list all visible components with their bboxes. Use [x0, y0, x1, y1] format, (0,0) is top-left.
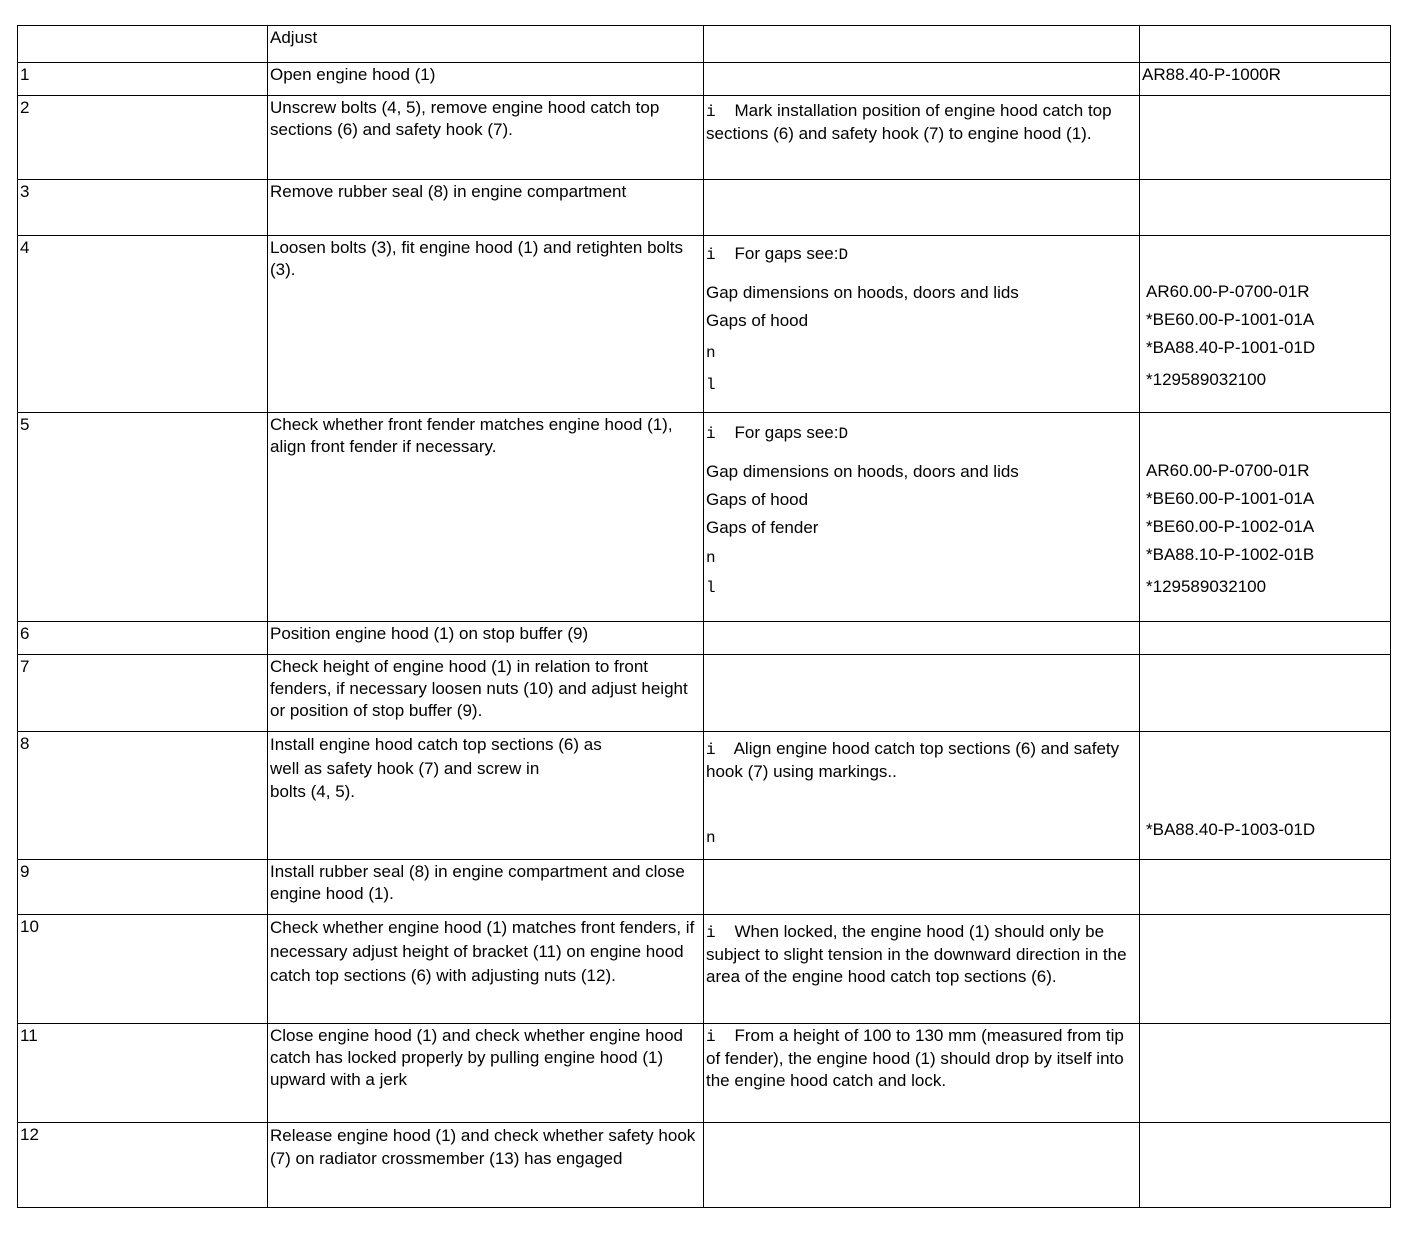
step-note	[704, 180, 1140, 236]
table-row	[18, 622, 1391, 655]
step-note	[704, 655, 1140, 732]
tool-icon: l	[706, 376, 716, 394]
step-note	[704, 622, 1140, 655]
action-line: Install engine hood catch top sections (6) as	[270, 735, 602, 754]
step-note	[704, 1123, 1140, 1208]
step-number: 6	[18, 622, 268, 655]
step-number: 5	[18, 413, 268, 622]
info-icon: i	[706, 741, 716, 759]
info-icon: i	[706, 103, 716, 121]
table-row	[18, 236, 1391, 413]
document-icon: D	[838, 246, 849, 264]
note-text: From a height of 100 to 130 mm (measured from tip of fender), the engine hood (1) should drop by itself into the engine hood catch and lock.	[706, 1026, 1124, 1090]
action-line: bolts (4, 5).	[270, 782, 356, 801]
step-number: 10	[18, 915, 268, 1024]
reference-link[interactable]: *BA88.10-P-1002-01B	[1146, 545, 1315, 564]
step-action: Remove rubber seal (8) in engine compartment	[268, 180, 704, 236]
table-row	[18, 1123, 1391, 1208]
step-number: 3	[18, 180, 268, 236]
step-note	[704, 96, 1140, 180]
reference-link[interactable]: *BE60.00-P-1001-01A	[1146, 489, 1315, 508]
table-row	[18, 96, 1391, 180]
step-action: Check whether front fender matches engine hood (1), align front fender if necessary.	[268, 413, 704, 622]
step-reference	[1140, 413, 1391, 622]
gap-link[interactable]: Gap dimensions on hoods, doors and lids	[706, 462, 1019, 481]
step-action	[268, 732, 704, 860]
step-reference	[1140, 1123, 1391, 1208]
gap-link[interactable]: Gaps of hood	[706, 490, 809, 509]
header-empty-cell	[18, 26, 268, 63]
step-action: Install rubber seal (8) in engine compartment and close engine hood (1).	[268, 860, 704, 915]
document-icon: D	[838, 425, 849, 443]
procedure-table	[17, 25, 1391, 1208]
step-note	[704, 732, 1140, 860]
step-action: Check height of engine hood (1) in relation to front fenders, if necessary loosen nuts (10) and adjust height or position of stop buffer (9).	[268, 655, 704, 732]
step-reference	[1140, 96, 1391, 180]
step-number: 4	[18, 236, 268, 413]
step-note	[704, 63, 1140, 96]
header-empty-cell	[704, 26, 1140, 63]
note-text: When locked, the engine hood (1) should only be subject to slight tension in the downward direction in the area of the engine hood catch top sections (6).	[706, 922, 1127, 986]
torque-icon: n	[706, 829, 716, 847]
reference-link[interactable]: *BA88.40-P-1001-01D	[1146, 338, 1316, 357]
action-line: well as safety hook (7) and screw in	[270, 759, 540, 778]
step-note	[704, 413, 1140, 622]
step-note	[704, 1024, 1140, 1123]
info-icon: i	[706, 246, 716, 264]
info-icon: i	[706, 1028, 716, 1046]
reference-link[interactable]: *129589032100	[1146, 577, 1267, 596]
note-text: For gaps see:	[734, 244, 839, 263]
note-text: For gaps see:	[734, 423, 839, 442]
header-title: Adjust	[268, 26, 704, 63]
step-action: Open engine hood (1)	[268, 63, 704, 96]
reference-link[interactable]: AR60.00-P-0700-01R	[1146, 461, 1310, 480]
step-reference	[1140, 180, 1391, 236]
step-note	[704, 236, 1140, 413]
step-reference	[1140, 732, 1391, 860]
reference-link[interactable]: *BA88.40-P-1003-01D	[1146, 820, 1316, 839]
step-number: 7	[18, 655, 268, 732]
torque-icon: n	[706, 344, 716, 362]
step-reference	[1140, 655, 1391, 732]
header-empty-cell	[1140, 26, 1391, 63]
table-row	[18, 915, 1391, 1024]
step-reference	[1140, 915, 1391, 1024]
info-icon: i	[706, 924, 716, 942]
table-row	[18, 413, 1391, 622]
reference-link[interactable]: *129589032100	[1146, 370, 1267, 389]
gap-link[interactable]: Gaps of hood	[706, 311, 809, 330]
reference-link[interactable]: *BE60.00-P-1002-01A	[1146, 517, 1315, 536]
gap-link[interactable]: Gaps of fender	[706, 518, 819, 537]
table-row	[18, 655, 1391, 732]
step-number: 11	[18, 1024, 268, 1123]
reference-link[interactable]: *BE60.00-P-1001-01A	[1146, 310, 1315, 329]
step-reference	[1140, 236, 1391, 413]
step-number: 2	[18, 96, 268, 180]
step-action: Position engine hood (1) on stop buffer (9)	[268, 622, 704, 655]
step-action: Release engine hood (1) and check whether safety hook (7) on radiator crossmember (13) has engaged	[268, 1123, 704, 1208]
step-number: 12	[18, 1123, 268, 1208]
step-note	[704, 860, 1140, 915]
step-reference	[1140, 860, 1391, 915]
step-action: Unscrew bolts (4, 5), remove engine hood catch top sections (6) and safety hook (7).	[268, 96, 704, 180]
table-row	[18, 732, 1391, 860]
step-action: Loosen bolts (3), fit engine hood (1) and retighten bolts (3).	[268, 236, 704, 413]
reference-link[interactable]: AR60.00-P-0700-01R	[1146, 282, 1310, 301]
step-number: 1	[18, 63, 268, 96]
step-reference[interactable]: AR88.40-P-1000R	[1140, 63, 1391, 96]
step-reference	[1140, 1024, 1391, 1123]
table-row	[18, 860, 1391, 915]
gap-link[interactable]: Gap dimensions on hoods, doors and lids	[706, 283, 1019, 302]
table-row	[18, 1024, 1391, 1123]
tool-icon: l	[706, 579, 716, 597]
note-text: Mark installation position of engine hood catch top sections (6) and safety hook (7) to engine hood (1).	[706, 101, 1112, 143]
info-icon: i	[706, 425, 716, 443]
note-text: Align engine hood catch top sections (6) and safety hook (7) using markings..	[706, 739, 1120, 781]
step-number: 9	[18, 860, 268, 915]
table-row	[18, 63, 1391, 96]
torque-icon: n	[706, 549, 716, 567]
step-reference	[1140, 622, 1391, 655]
table-header-row	[18, 26, 1391, 63]
step-number: 8	[18, 732, 268, 860]
step-action: Close engine hood (1) and check whether engine hood catch has locked properly by pulling engine hood (1) upward with a jerk	[268, 1024, 704, 1123]
step-action: Check whether engine hood (1) matches front fenders, if necessary adjust height of bracket (11) on engine hood catch top sections (6) with adjusting nuts (12).	[268, 915, 704, 1024]
table-row	[18, 180, 1391, 236]
step-note	[704, 915, 1140, 1024]
